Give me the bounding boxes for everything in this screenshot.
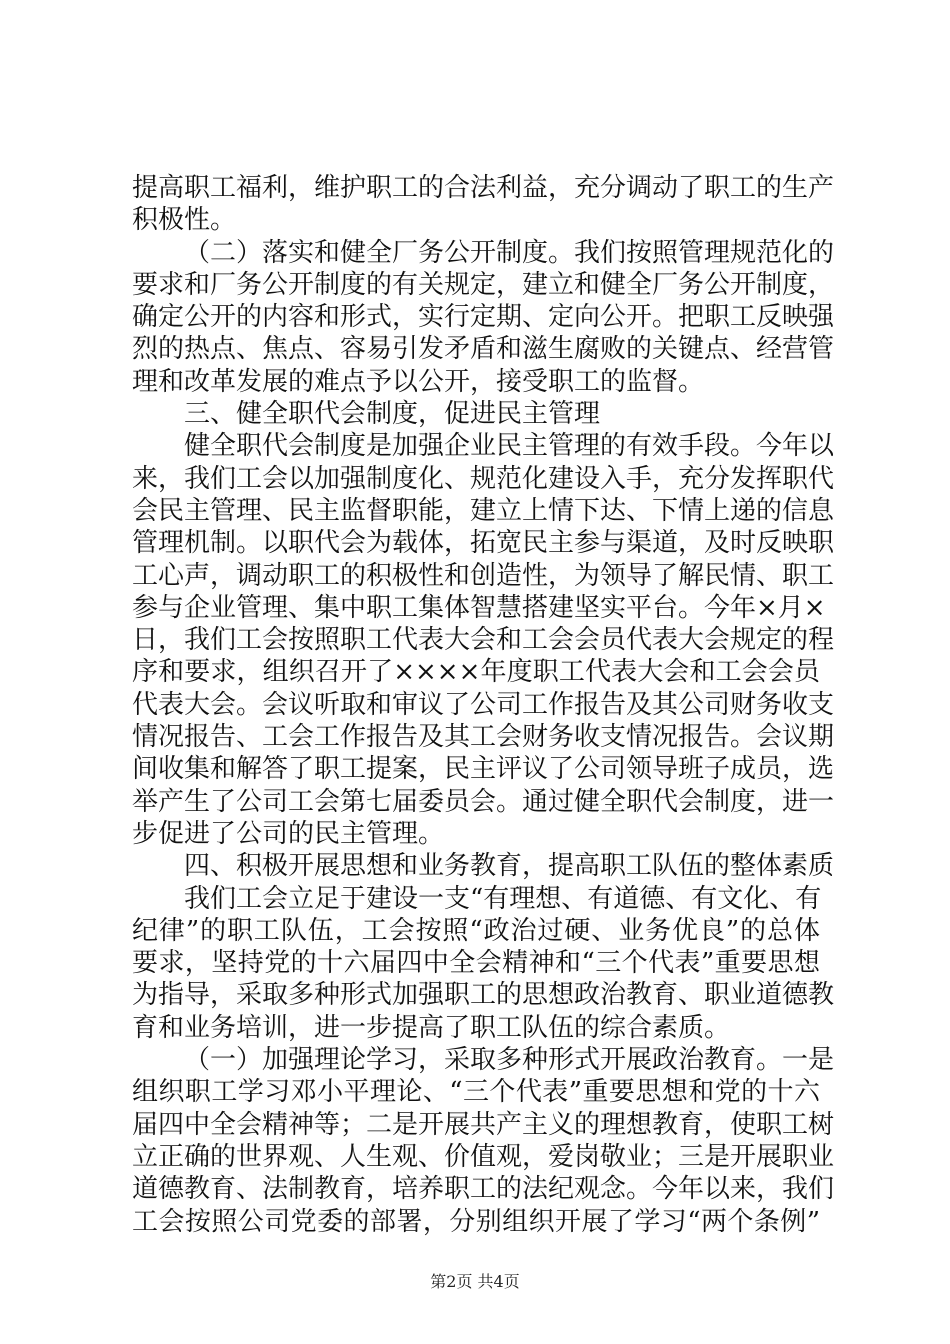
section-heading: 三、健全职代会制度，促进民主管理 bbox=[184, 399, 601, 430]
text-line: 日，我们工会按照职工代表大会和工会会员代表大会规定的程 bbox=[132, 625, 835, 656]
text-line: 代表大会。会议听取和审议了公司工作报告及其公司财务收支 bbox=[132, 689, 835, 720]
text-line: 间收集和解答了职工提案，民主评议了公司领导班子成员，选 bbox=[132, 754, 835, 785]
text-line: 育和业务培训，进一步提高了职工队伍的综合素质。 bbox=[132, 1012, 731, 1043]
text-line: 参与企业管理、集中职工集体智慧搭建坚实平台。今年×月× bbox=[132, 592, 826, 623]
text-line: 积极性。 bbox=[132, 205, 237, 236]
text-line: 会民主管理、民主监督职能，建立上情下达、下情上递的信息 bbox=[132, 495, 835, 526]
text-line: 烈的热点、焦点、容易引发矛盾和滋生腐败的关键点、经营管 bbox=[132, 334, 835, 365]
text-line: 健全职代会制度是加强企业民主管理的有效手段。今年以 bbox=[184, 431, 835, 462]
text-line: （一）加强理论学习，采取多种形式开展政治教育。一是 bbox=[184, 1045, 835, 1076]
text-line: （二）落实和健全厂务公开制度。我们按照管理规范化的 bbox=[184, 237, 835, 268]
text-line: 为指导，采取多种形式加强职工的思想政治教育、职业道德教 bbox=[132, 980, 835, 1011]
text-line: 提高职工福利，维护职工的合法利益，充分调动了职工的生产 bbox=[132, 173, 835, 203]
text-line: 要求，坚持党的十六届四中全会精神和“三个代表”重要思想 bbox=[132, 948, 820, 979]
text-line: 届四中全会精神等；二是开展共产主义的理想教育，使职工树 bbox=[132, 1109, 835, 1140]
document-body bbox=[132, 172, 835, 1238]
text-line: 来，我们工会以加强制度化、规范化建设入手，充分发挥职代 bbox=[132, 463, 835, 494]
text-line: 组织职工学习邓小平理论、“三个代表”重要思想和党的十六 bbox=[132, 1077, 820, 1108]
text-line: 道德教育、法制教育，培养职工的法纪观念。今年以来，我们 bbox=[132, 1174, 835, 1205]
section-heading: 四、积极开展思想和业务教育，提高职工队伍的整体素质 bbox=[184, 851, 835, 882]
text-line: 理和改革发展的难点予以公开，接受职工的监督。 bbox=[132, 366, 705, 397]
text-line: 我们工会立足于建设一支“有理想、有道德、有文化、有 bbox=[184, 883, 822, 914]
text-line: 情况报告、工会工作报告及其工会财务收支情况报告。会议期 bbox=[132, 722, 835, 753]
text-line: 步促进了公司的民主管理。 bbox=[132, 818, 445, 849]
text-line: 立正确的世界观、人生观、价值观，爱岗敬业；三是开展职业 bbox=[132, 1141, 835, 1172]
text-line: 纪律”的职工队伍，工会按照“政治过硬、业务优良”的总体 bbox=[132, 915, 820, 946]
text-line: 举产生了公司工会第七届委员会。通过健全职代会制度，进一 bbox=[132, 786, 835, 817]
text-line: 工会按照公司党委的部署，分别组织开展了学习“两个条例” bbox=[132, 1206, 820, 1237]
page-number-footer: 第2页 共4页 bbox=[430, 1272, 520, 1291]
text-line: 管理机制。以职代会为载体，拓宽民主参与渠道，及时反映职 bbox=[132, 528, 835, 559]
text-line: 确定公开的内容和形式，实行定期、定向公开。把职工反映强 bbox=[132, 302, 835, 333]
text-line: 序和要求，组织召开了××××年度职工代表大会和工会会员 bbox=[132, 657, 820, 688]
text-line: 工心声，调动职工的积极性和创造性，为领导了解民情、职工 bbox=[132, 560, 835, 591]
text-line: 要求和厂务公开制度的有关规定，建立和健全厂务公开制度， bbox=[132, 269, 835, 300]
